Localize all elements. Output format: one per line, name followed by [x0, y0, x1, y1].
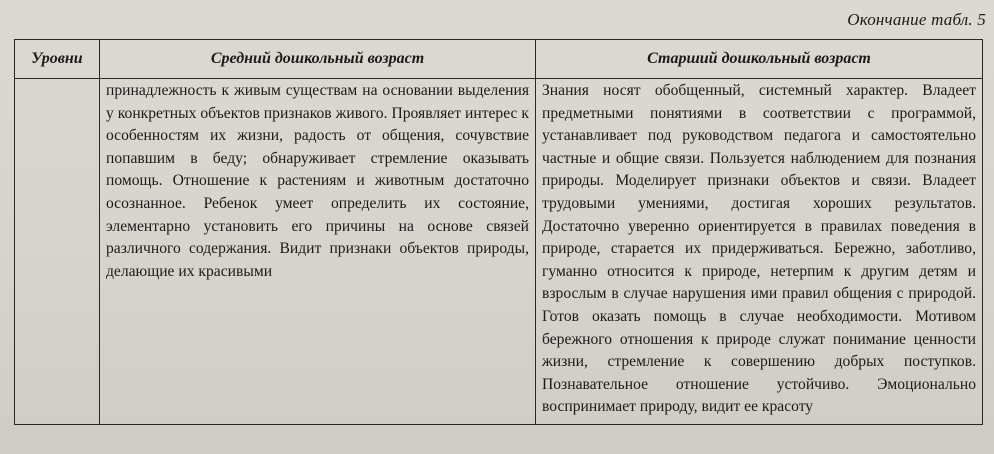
- table-caption: Окончание табл. 5: [847, 10, 986, 29]
- cell-level: [15, 79, 100, 425]
- header-levels: Уровни: [15, 40, 100, 79]
- table-header-row: [15, 40, 983, 79]
- header-middle-preschool: Средний дошкольный возраст: [100, 40, 536, 79]
- cell-senior-preschool: Знания носят обобщенный, системный характер. Владеет предметными понятиями в соответствии с программой, устанавливает под руководством педагога и самостоятельно частные и общие связи. Пользуется наблюдением для познания природы. Моделирует признаки объектов и связи. Владеет трудовыми умениями, достигая хороших результатов. Достаточно уверенно ориентируется в правилах поведения в природе, старается их придерживаться. Бережно, заботливо, гуманно относится к природе, нетерпим к другим детям и взрослым в случае нарушения ими правил общения с природой. Готов оказать помощь в случае необходимости. Мотивом бережного отношения к природе служат понимание ценности жизни, стремление к совершению добрых поступков. Познавательное отношение устойчиво. Эмоционально воспринимает природу, видит ее красоту: [536, 79, 983, 425]
- header-senior-preschool: Старший дошкольный возраст: [536, 40, 983, 79]
- table-row: [15, 79, 983, 425]
- levels-table: [14, 39, 983, 425]
- cell-middle-preschool: принадлежность к живым существам на основании выделения у конкретных объектов признаков живого. Проявляет интерес к особенностям их жизни, радость от общения, сочувствие попавшим в беду; обнаруживает стремление оказывать помощь. Отношение к растениям и животным достаточно осознанное. Ребенок умеет определить их состояние, элементарно установить его причины на основе связей различного содержания. Видит признаки объектов природы, делающие их красивыми: [100, 79, 536, 425]
